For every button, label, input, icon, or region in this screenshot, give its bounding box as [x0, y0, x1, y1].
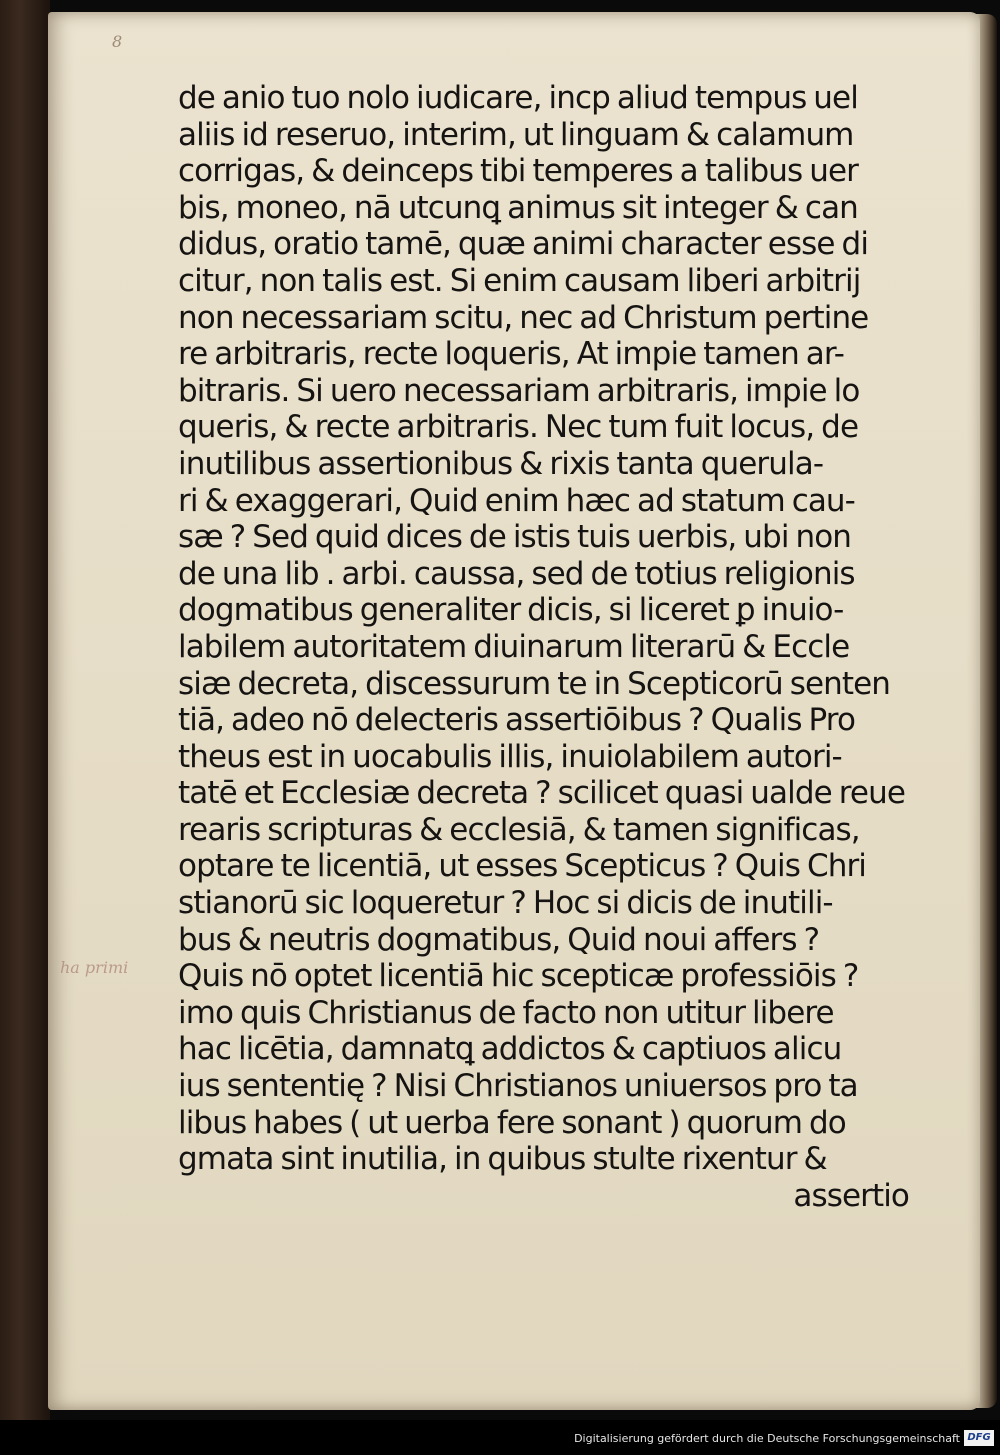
text-line: stianorū sic loqueretur ? Hoc si dicis de inutili- — [178, 885, 833, 922]
text-line: hac licētia, damnatꝗ addictos & captiuos alicu — [178, 1031, 842, 1068]
text-line: inutilibus assertionibus & rixis tanta querula- — [178, 445, 824, 482]
text-line: bis, moneo, nā utcunꝗ animus sit integer & can — [178, 189, 858, 226]
text-line: de una lib . arbi. caussa, sed de totius religionis — [178, 555, 855, 592]
catchword: assertio — [793, 1177, 909, 1214]
dfg-logo-icon: DFG — [964, 1430, 994, 1446]
text-line: citur, non talis est. Si enim causam liberi arbitrij — [178, 262, 861, 299]
text-line: siæ decreta, discessurum te in Scepticorū senten — [178, 665, 891, 702]
text-line: sæ ? Sed quid dices de istis tuis uerbis, ubi non — [178, 519, 852, 556]
text-line: libus habes ( ut uerba fere sonant ) quorum do — [178, 1104, 846, 1141]
text-line: aliis id reseruo, interim, ut linguam & calamum — [178, 116, 854, 153]
margin-annotation: ha primi — [60, 958, 129, 977]
footer-credit: Digitalisierung gefördert durch die Deutsche Forschungsgemeinschaft — [574, 1432, 960, 1445]
footer-bar — [0, 1420, 1000, 1455]
text-line: queris, & recte arbitraris. Nec tum fuit locus, de — [178, 409, 859, 446]
text-line: theus est in uocabulis illis, inuiolabilem autori- — [178, 738, 842, 775]
text-line: rearis scripturas & ecclesiā, & tamen significas, — [178, 811, 860, 848]
text-line: non necessariam scitu, nec ad Christum pertine — [178, 299, 869, 336]
page-text-block — [178, 80, 913, 1214]
text-line: tatē et Ecclesiæ decreta ? scilicet quasi ualde reue — [178, 775, 905, 812]
text-line: didus, oratio tamē, quæ animi character esse di — [178, 226, 869, 263]
text-line: bus & neutris dogmatibus, Quid noui affers ? — [178, 921, 820, 958]
book-spine-edge — [0, 0, 50, 1420]
text-line: bitraris. Si uero necessariam arbitraris, impie lo — [178, 372, 860, 409]
text-line: corrigas, & deinceps tibi temperes a talibus uer — [178, 153, 858, 190]
text-line: tiā, adeo nō delecteris assertiōibus ? Qualis Pro — [178, 702, 856, 739]
text-line: imo quis Christianus de facto non utitur libere — [178, 994, 834, 1031]
text-line: Quis nō optet licentiā hic scepticæ professiōis ? — [178, 958, 859, 995]
text-line: re arbitraris, recte loqueris, At impie tamen ar- — [178, 336, 845, 373]
text-line: ri & exaggerari, Quid enim hæc ad statum cau- — [178, 482, 855, 519]
text-line: labilem autoritatem diuinarum literarū & Eccle — [178, 628, 850, 665]
page-corner-mark: 8 — [112, 32, 123, 51]
text-line: ius sententię ? Nisi Christianos uniuersos pro ta — [178, 1068, 858, 1105]
text-line: gmata sint inutilia, in quibus stulte rixentur & — [178, 1141, 827, 1178]
text-line: de anio tuo nolo iudicare, incp aliud tempus uel — [178, 80, 858, 116]
text-line: optare te licentiā, ut esses Scepticus ? Quis Chri — [178, 848, 866, 885]
text-line: dogmatibus generaliter dicis, si liceret ꝑ inuio- — [178, 592, 844, 629]
